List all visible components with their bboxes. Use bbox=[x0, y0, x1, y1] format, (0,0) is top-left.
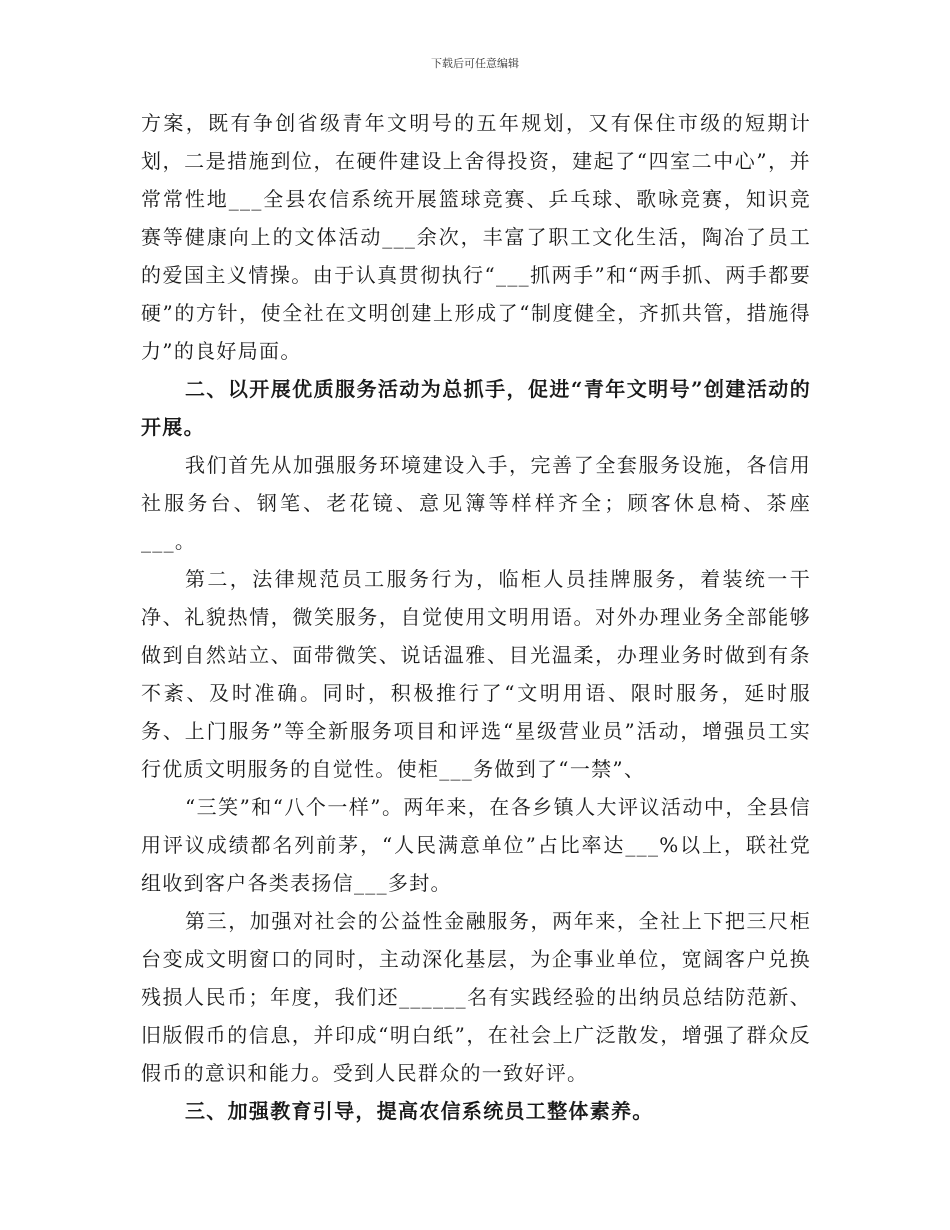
document-body bbox=[141, 104, 811, 1130]
paragraph-three-smiles: “三笑”和“八个一样”。两年来，在各乡镇人大评议活动中，全县信用评议成绩都名列前茅，“人民满意单位”占比率达___%以上，联社党组收到客户各类表扬信___多封。 bbox=[141, 795, 811, 895]
paragraph-continued-plan: 方案，既有争创省级青年文明号的五年规划，又有保住市级的短期计划，二是措施到位，在硬件建设上舍得投资，建起了“四室二中心”，并常常性地___全县农信系统开展篮球竞赛、乒乓球、歌咏竞赛，知识竞赛等健康向上的文体活动___余次，丰富了职工文化生活，陶冶了员工的爱国主义情操。由于认真贯彻执行“___抓两手”和“两手抓、两手都要硬”的方针，使全社在文明创建上形成了“制度健全，齐抓共管，措施得力”的良好局面。 bbox=[141, 111, 811, 363]
section-heading-three: 三、加强教育引导，提高农信系统员工整体素养。 bbox=[185, 1099, 654, 1123]
section-heading-two: 二、以开展优质服务活动为总抓手，促进“青年文明号”创建活动的开展。 bbox=[141, 377, 811, 439]
page-header: 下载后可任意编辑 bbox=[431, 57, 519, 70]
paragraph-third-point: 第三，加强对社会的公益性金融服务，两年来，全社上下把三尺柜台变成文明窗口的同时，主动深化基层，为企事业单位，宽阔客户兑换残损人民币；年度，我们还______名有实践经验的出纳员总结防范新、旧版假币的信息，并印成“明白纸”，在社会上广泛散发，增强了群众反假币的意识和能力。受到人民群众的一致好评。 bbox=[141, 909, 811, 1085]
paragraph-second-point: 第二，法律规范员工服务行为，临柜人员挂牌服务，着装统一干净、礼貌热情，微笑服务，自觉使用文明用语。对外办理业务全部能够做到自然站立、面带微笑、说话温雅、目光温柔，办理业务时做到有条不紊、及时准确。同时，积极推行了“文明用语、限时服务，延时服务、上门服务”等全新服务项目和评选“星级营业员”活动，增强员工实行优质文明服务的自觉性。使柜___务做到了“一禁”、 bbox=[141, 567, 811, 781]
paragraph-service-environment: 我们首先从加强服务环境建设入手，完善了全套服务设施，各信用社服务台、钢笔、老花镜、意见簿等样样齐全；顾客休息椅、茶座___。 bbox=[141, 453, 811, 553]
